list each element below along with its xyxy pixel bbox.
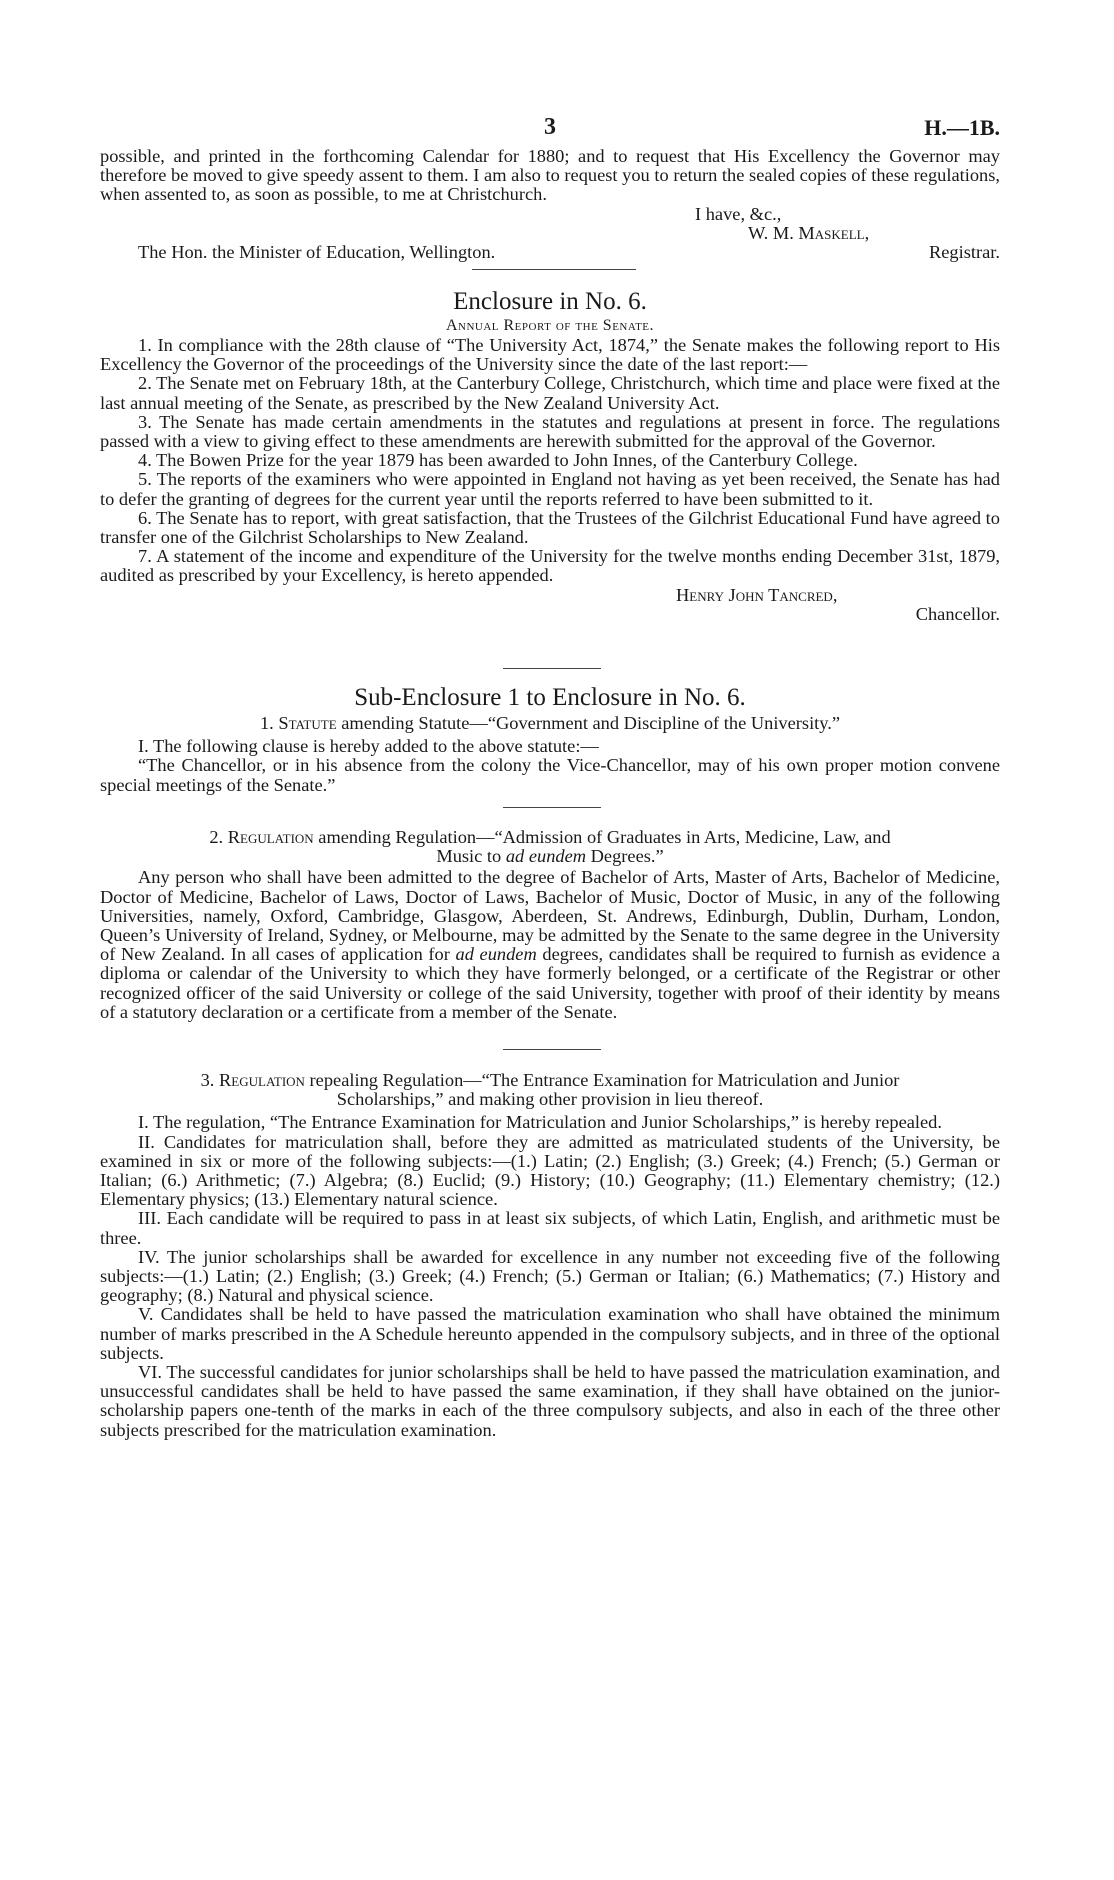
regulation-3-kind: Regulation <box>219 1070 305 1090</box>
report-paragraph-5: 5. The reports of the examiners who were appointed in England not having as yet been received, the Senate has had to defer the granting of degrees for the current year until the reports referred to have been submitted to it. <box>100 469 1000 509</box>
regulation-2-heading-line-2 <box>100 847 1000 866</box>
regulation-2-body <box>100 868 1000 1022</box>
divider <box>503 668 601 669</box>
heading-italic-text: ad eundem <box>505 846 587 867</box>
body-text: Any person who shall have been admitted to the degree of Bachelor of Arts, Master of Arts, Bachelor of Medicine, Doctor of Medicine, Bachelor of Laws, Doctor of Laws, Bachelor of Music, Doctor of Music, in any of the following Universities, namely, Oxford, Cambridge, Glasgow, Aberdeen, St. Andrews, Edinburgh, Dublin, Durham, London, Queen’s University of Ireland, Sydney, or Melbourne, may be admitted by the Senate to the same degree in the University of New Zealand. In all cases of application for <box>100 867 1000 965</box>
regulation-2-section <box>100 828 1000 1022</box>
report-paragraph-3: 3. The Senate has made certain amendments in the statutes and regulations at present in force. The regulations passed with a view to giving effect to these amendments are herewith submitted for the approval of the Governor. <box>100 411 1000 452</box>
report-paragraph-4: 4. The Bowen Prize for the year 1879 has been awarded to John Innes, of the Canterbury College. <box>138 450 858 471</box>
regulation-3-heading-line-1: repealing Regulation—“The Entrance Examination for Matriculation and Junior <box>309 1070 900 1090</box>
page-header <box>100 114 1000 144</box>
report-paragraph-6: 6. The Senate has to report, with great satisfaction, that the Trustees of the Gilchrist Educational Fund have agreed to transfer one of the Gilchrist Scholarships to New Zealand. <box>100 507 1000 548</box>
enclosure-subtitle: Annual Report of the Senate. <box>445 317 655 334</box>
body-italic-text: ad eundem <box>455 944 537 965</box>
sub-enclosure-section <box>100 684 1000 795</box>
statute-heading <box>100 714 1000 733</box>
enclosure-signatory: Henry John Tancred, <box>676 584 838 605</box>
page-number: 3 <box>544 114 556 140</box>
heading-text: Music to <box>436 846 502 867</box>
report-paragraph-1: 1. In compliance with the 28th clause of “The University Act, 1874,” the Senate makes the following report to His Excellency the Governor of the proceedings of the University since the date of the last report:— <box>100 335 1000 375</box>
regulation-3-clause-3: III. Each candidate will be required to pass in at least six subjects, of which Latin, English, and arithmetic must be three. <box>100 1208 1000 1248</box>
heading-text: Degrees.” <box>590 846 664 867</box>
regulation-3-clause-1: I. The regulation, “The Entrance Examination for Matriculation and Junior Scholarships,” is hereby repealed. <box>138 1112 942 1133</box>
statute-clause-intro: I. The following clause is hereby added to the above statute:— <box>138 736 599 757</box>
regulation-3-section <box>100 1071 1000 1440</box>
regulation-3-number: 3. <box>200 1070 215 1090</box>
statute-heading-text: amending Statute—“Government and Discipline of the University.” <box>341 713 841 733</box>
regulation-3-heading <box>100 1071 1000 1090</box>
letter-signatory-title: Registrar. <box>929 241 1000 262</box>
regulation-2-heading-line-1: amending Regulation—“Admission of Graduates in Arts, Medicine, Law, and <box>318 827 891 847</box>
divider <box>503 1049 601 1050</box>
enclosure-signatory-title: Chancellor. <box>915 603 1000 624</box>
report-paragraph-7: 7. A statement of the income and expenditure of the University for the twelve months ending December 31st, 1879, audited as prescribed by your Excellency, is hereto appended. <box>100 546 1000 586</box>
regulation-3-heading-line-2: Scholarships,” and making other provision in lieu thereof. <box>336 1089 764 1110</box>
letter-block <box>100 147 1000 262</box>
enclosure-section <box>100 288 1000 624</box>
regulation-2-kind: Regulation <box>227 827 314 847</box>
enclosure-title: Enclosure in No. 6. <box>453 288 647 315</box>
regulation-3-clause-6: VI. The successful candidates for junior scholarships shall be held to have passed the matriculation examination, and unsuccessful candidates shall be held to have passed the same examination, if they shall have obtained on the junior-scholarship papers one-tenth of the marks in each of the three compulsory subjects, and also in each of the three other subjects prescribed for the matriculation examination. <box>100 1362 1000 1440</box>
sub-enclosure-title: Sub-Enclosure 1 to Enclosure in No. 6. <box>354 684 746 711</box>
regulation-3-clause-2: II. Candidates for matriculation shall, before they are admitted as matriculated students of the University, be examined in six or more of the following subjects:—(1.) Latin; (2.) English; (3.) Greek; (4.) French; (5.) German or Italian; (6.) Arithmetic; (7.) Algebra; (8.) Euclid; (9.) History; (10.) Geography; (11.) Elementary chemistry; (12.) Elementary physics; (13.) Elementary natural science. <box>100 1131 1000 1210</box>
divider <box>472 269 636 270</box>
statute-number: 1. <box>259 713 274 733</box>
letter-addressee: The Hon. the Minister of Education, Wellington. <box>138 241 496 262</box>
letter-closing: I have, &c., <box>695 203 782 224</box>
report-paragraph-2: 2. The Senate met on February 18th, at the Canterbury College, Christchurch, which time and place were fixed at the last annual meeting of the Senate, as prescribed by the New Zealand University Act. <box>100 373 1000 413</box>
regulation-3-clause-4: IV. The junior scholarships shall be awarded for excellence in any number not exceeding five of the following subjects:—(1.) Latin; (2.) English; (3.) Greek; (4.) French; (5.) German or Italian; (6.) Mathematics; (7.) History and geography; (8.) Natural and physical science. <box>100 1246 1000 1306</box>
regulation-2-heading <box>100 828 1000 847</box>
letter-signatory: W. M. Maskell, <box>748 222 870 243</box>
body-text: degrees, candidates shall be required to furnish as evidence a diploma or calendar of the University to which they have formerly belonged, or a certificate of the Registrar or other recognized officer of the said University or college of the said University, together with proof of their identity by means of a statutory declaration or a certificate from a member of the Senate. <box>100 944 1000 1022</box>
letter-continuation: possible, and printed in the forthcoming Calendar for 1880; and to request that His Excellency the Governor may therefore be moved to give speedy assent to them. I am also to request you to return the sealed copies of these regulations, when assented to, as soon as possible, to me at Christchurch. <box>100 146 1000 205</box>
statute-clause: “The Chancellor, or in his absence from the colony the Vice-Chancellor, may of his own proper motion convene special meetings of the Senate.” <box>100 755 1000 795</box>
regulation-3-clause-5: V. Candidates shall be held to have passed the matriculation examination who shall have obtained the minimum number of marks prescribed in the A Schedule hereunto appended in the compulsory subjects, and in three of the optional subjects. <box>100 1304 1000 1363</box>
regulation-2-number: 2. <box>209 827 224 847</box>
statute-kind: Statute <box>278 713 337 733</box>
divider <box>503 807 601 808</box>
document-reference: H.—1B. <box>924 115 1000 140</box>
